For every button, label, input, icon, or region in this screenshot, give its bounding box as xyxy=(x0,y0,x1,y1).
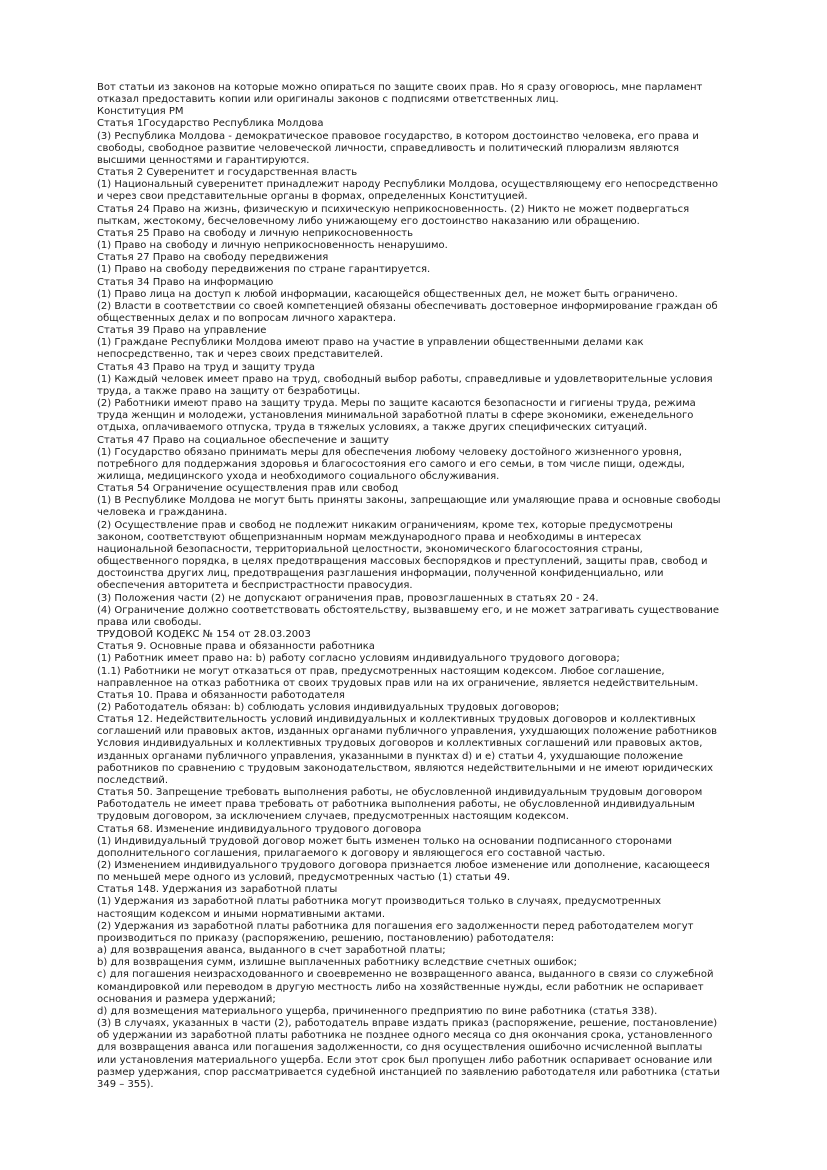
document-line: соглашений или правовых актов, изданных органами публичного управления, ухудшающих положение работников xyxy=(97,726,718,738)
document-line: командировкой или переводом в другую местность либо на хозяйственные нужды, если работник не оспаривает xyxy=(97,981,704,993)
document-line: (1) В Республике Молдова не могут быть приняты законы, запрещающие или умаляющие права и основные свободы xyxy=(97,495,721,507)
document-line: Статья 25 Право на свободу и личную неприкосновенность xyxy=(97,227,413,239)
document-line: Статья 27 Право на свободу передвижения xyxy=(97,252,329,264)
document-text-block xyxy=(97,82,787,1091)
document-line: (2) Изменением индивидуального трудового договора признается любое изменение или дополнение, касающееся xyxy=(97,860,710,871)
document-line: Статья 2 Суверенитет и государственная власть xyxy=(97,167,358,179)
document-line: Статья 148. Удержания из заработной платы xyxy=(97,884,338,896)
document-line: высшими ценностями и гарантируются. xyxy=(97,154,310,166)
document-line: законом, соответствуют общепризнанным нормам международного права и необходимы в интересах xyxy=(97,531,642,543)
document-line: размер удержания, спор рассматривается судебной инстанцией по заявлению работодателя или работника (статьи xyxy=(97,1066,721,1078)
document-line: общественного порядка, в целях предотвращения массовых беспорядков и преступлений, защиты прав, свобод и xyxy=(97,556,708,568)
document-line: (3) Республика Молдова - демократическое правовое государство, в котором достоинство человека, его права и xyxy=(97,130,699,142)
document-line: обеспечения авторитета и беспристрастности правосудия. xyxy=(97,580,413,592)
document-line: Статья 10. Права и обязанности работодателя xyxy=(97,689,345,701)
document-line: права или свободы. xyxy=(97,616,202,628)
document-line: или установления материального ущерба. Если этот срок был пропущен либо работник оспаривает основание или xyxy=(97,1054,713,1066)
document-line: работников по сравнению с трудовым законодательством, являются недействительными и не имеют юридических xyxy=(97,762,713,774)
document-line: Статья 47 Право на социальное обеспечение и защиту xyxy=(97,434,389,446)
document-line: ТРУДОВОЙ КОДЕКС № 154 от 28.03.2003 xyxy=(97,629,311,641)
document-line: (1) Национальный суверенитет принадлежит народу Республики Молдова, осуществляющему его непосредственно xyxy=(97,179,718,191)
document-line: (1) Право лица на доступ к любой информации, касающейся общественных дел, не может быть ограничено. xyxy=(97,288,678,300)
document-line: (2) Работники имеют право на защиту труда. Меры по защите касаются безопасности и гигиены труда, режима xyxy=(97,398,696,410)
document-line: (1) Граждане Республики Молдова имеют право на участие в управлении общественными делами как xyxy=(97,337,644,349)
document-line: Статья 9. Основные права и обязанности работника xyxy=(97,641,375,653)
document-line: жилища, медицинского ухода и необходимого социального обслуживания. xyxy=(97,471,500,482)
document-line: Статья 34 Право на информацию xyxy=(97,276,274,288)
document-line: (2) Осуществление прав и свобод не подлежит никаким ограничениям, кроме тех, которые предусмотрены xyxy=(97,519,673,531)
document-line: (1) Индивидуальный трудовой договор может быть изменен только на основании подписанного сторонами xyxy=(97,835,672,847)
document-line: общественных делах и по вопросам личного характера. xyxy=(97,312,397,324)
document-line: (1) Право на свободу и личную неприкосновенность ненарушимо. xyxy=(97,240,448,252)
document-line: об удержании из заработной платы работника не позднее одного месяца со дня окончания срока, установленного xyxy=(97,1030,713,1042)
document-line: Статья 68. Изменение индивидуального трудового договора xyxy=(97,823,422,835)
document-line: направленное на отказ работника от своих трудовых прав или на их ограничение, является недействительным. xyxy=(97,677,699,689)
document-line: Конституция РМ xyxy=(97,106,184,118)
document-line: по меньшей мере одного из условий, предусмотренных частью (1) статьи 49. xyxy=(97,872,511,884)
document-line: Вот статьи из законов на которые можно опираться по защите своих прав. Но я сразу оговорюсь, мне парламент xyxy=(97,82,703,93)
document-line: и через свои представительные органы в формах, определенных Конституцией. xyxy=(97,191,528,203)
document-line: для возвращения аванса или погашения задолженности, со дня осуществления ошибочно исчисленной выплаты xyxy=(97,1042,703,1054)
document-line: Статья 39 Право на управление xyxy=(97,325,267,337)
document-line: достоинства других лиц, предотвращения разглашения информации, полученной конфиденциально, или xyxy=(97,568,664,580)
document-line: изданных органами публичного управления, указанными в пунктах d) и e) статьи 4, ухудшающие положение xyxy=(97,750,683,762)
document-line: b) для возвращения сумм, излишне выплаченных работнику вследствие счетных ошибок; xyxy=(97,957,578,969)
document-line: c) для погашения неизрасходованного и своевременно не возвращенного аванса, выданного в связи со служебной xyxy=(97,969,714,981)
document-line: (3) Положения части (2) не допускают ограничения прав, провозглашенных в статьях 20 - 24. xyxy=(97,592,599,604)
document-line: настоящим кодексом и иными нормативными актами. xyxy=(97,908,386,920)
document-line: (1.1) Работники не могут отказаться от прав, предусмотренных настоящим кодексом. Любое соглашение, xyxy=(97,665,665,677)
document-line: дополнительного соглашения, прилагаемого к договору и являющегося его составной частью. xyxy=(97,847,606,859)
document-line: Статья 24 Право на жизнь, физическую и психическую неприкосновенность. (2) Никто не может подвергаться xyxy=(97,203,690,215)
document-line: Статья 54 Ограничение осуществления прав или свобод xyxy=(97,483,399,495)
document-line: (2) Власти в соответствии со своей компетенцией обязаны обеспечивать достоверное информирование граждан об xyxy=(97,300,718,312)
document-line: основания и размера удержаний; xyxy=(97,993,276,1005)
document-line: отдыха, оплачиваемого отпуска, труда в тяжелых условиях, а также других специфических ситуаций. xyxy=(97,422,648,434)
document-line: пыткам, жестокому, бесчеловечному либо унижающему его достоинство наказанию или обращению. xyxy=(97,215,640,227)
document-line: (1) Каждый человек имеет право на труд, свободный выбор работы, справедливые и удовлетворительные условия xyxy=(97,373,713,385)
document-line: (1) Удержания из заработной платы работника могут производиться только в случаях, предусмотренных xyxy=(97,896,662,908)
document-line: Статья 1Государство Республика Молдова xyxy=(97,118,324,130)
document-line: 349 – 355). xyxy=(97,1078,154,1090)
document-line: труда, а также право на защиту от безработицы. xyxy=(97,385,361,397)
document-line: потребного для поддержания здоровья и благосостояния его самого и его семьи, в том числе пищи, одежды, xyxy=(97,458,685,470)
document-line: d) для возмещения материального ущерба, причиненного предприятию по вине работника (статья 338). xyxy=(97,1005,658,1017)
document-line: (4) Ограничение должно соответствовать обстоятельству, вызвавшему его, и не может затрагивать существование xyxy=(97,604,720,616)
document-line: (3) В случаях, указанных в части (2), работодатель вправе издать приказ (распоряжение, решение, постановление) xyxy=(97,1018,718,1030)
document-line: последствий. xyxy=(97,774,169,786)
document-line: (2) Удержания из заработной платы работника для погашения его задолженности перед работодателем могут xyxy=(97,920,694,932)
document-line: национальной безопасности, территориальной целостности, экономического благосостояния страны, xyxy=(97,543,643,555)
document-line: (1) Работник имеет право на: b) работу согласно условиям индивидуального трудового договора; xyxy=(97,653,620,665)
document-line: отказал предоставить копии или оригиналы законов с подписями ответственных лиц. xyxy=(97,94,559,106)
document-line: a) для возвращения аванса, выданного в счет заработной платы; xyxy=(97,945,446,957)
document-line: труда женщин и молодежи, установления минимальной заработной платы в сфере экономики, еженедельного xyxy=(97,410,694,422)
document-line: Работодатель не имеет права требовать от работника выполнения работы, не обусловленной индивидуальным xyxy=(97,799,695,811)
document-line: свободы, свободное развитие человеческой личности, справедливость и политический плюрализм являются xyxy=(97,142,680,154)
document-line: (2) Работодатель обязан: b) соблюдать условия индивидуальных трудовых договоров; xyxy=(97,701,560,713)
document-line: (1) Право на свободу передвижения по стране гарантируется. xyxy=(97,264,431,276)
document-line: непосредственно, так и через своих представителей. xyxy=(97,349,384,361)
document-line: производиться по приказу (распоряжению, решению, постановлению) работодателя: xyxy=(97,932,555,944)
document-line: (1) Государство обязано принимать меры для обеспечения любому человеку достойного жизненного уровня, xyxy=(97,446,682,458)
document-line: Условия индивидуальных и коллективных трудовых договоров и коллективных соглашений или правовых актов, xyxy=(97,738,703,750)
document-line: человека и гражданина. xyxy=(97,507,228,519)
document-line: Статья 50. Запрещение требовать выполнения работы, не обусловленной индивидуальным трудовым договором xyxy=(97,787,703,799)
document-line: Статья 43 Право на труд и защиту труда xyxy=(97,361,316,373)
document-line: Статья 12. Недействительность условий индивидуальных и коллективных трудовых договоров и коллективных xyxy=(97,714,696,726)
document-line: трудовым договором, за исключением случаев, предусмотренных настоящим кодексом. xyxy=(97,811,569,823)
